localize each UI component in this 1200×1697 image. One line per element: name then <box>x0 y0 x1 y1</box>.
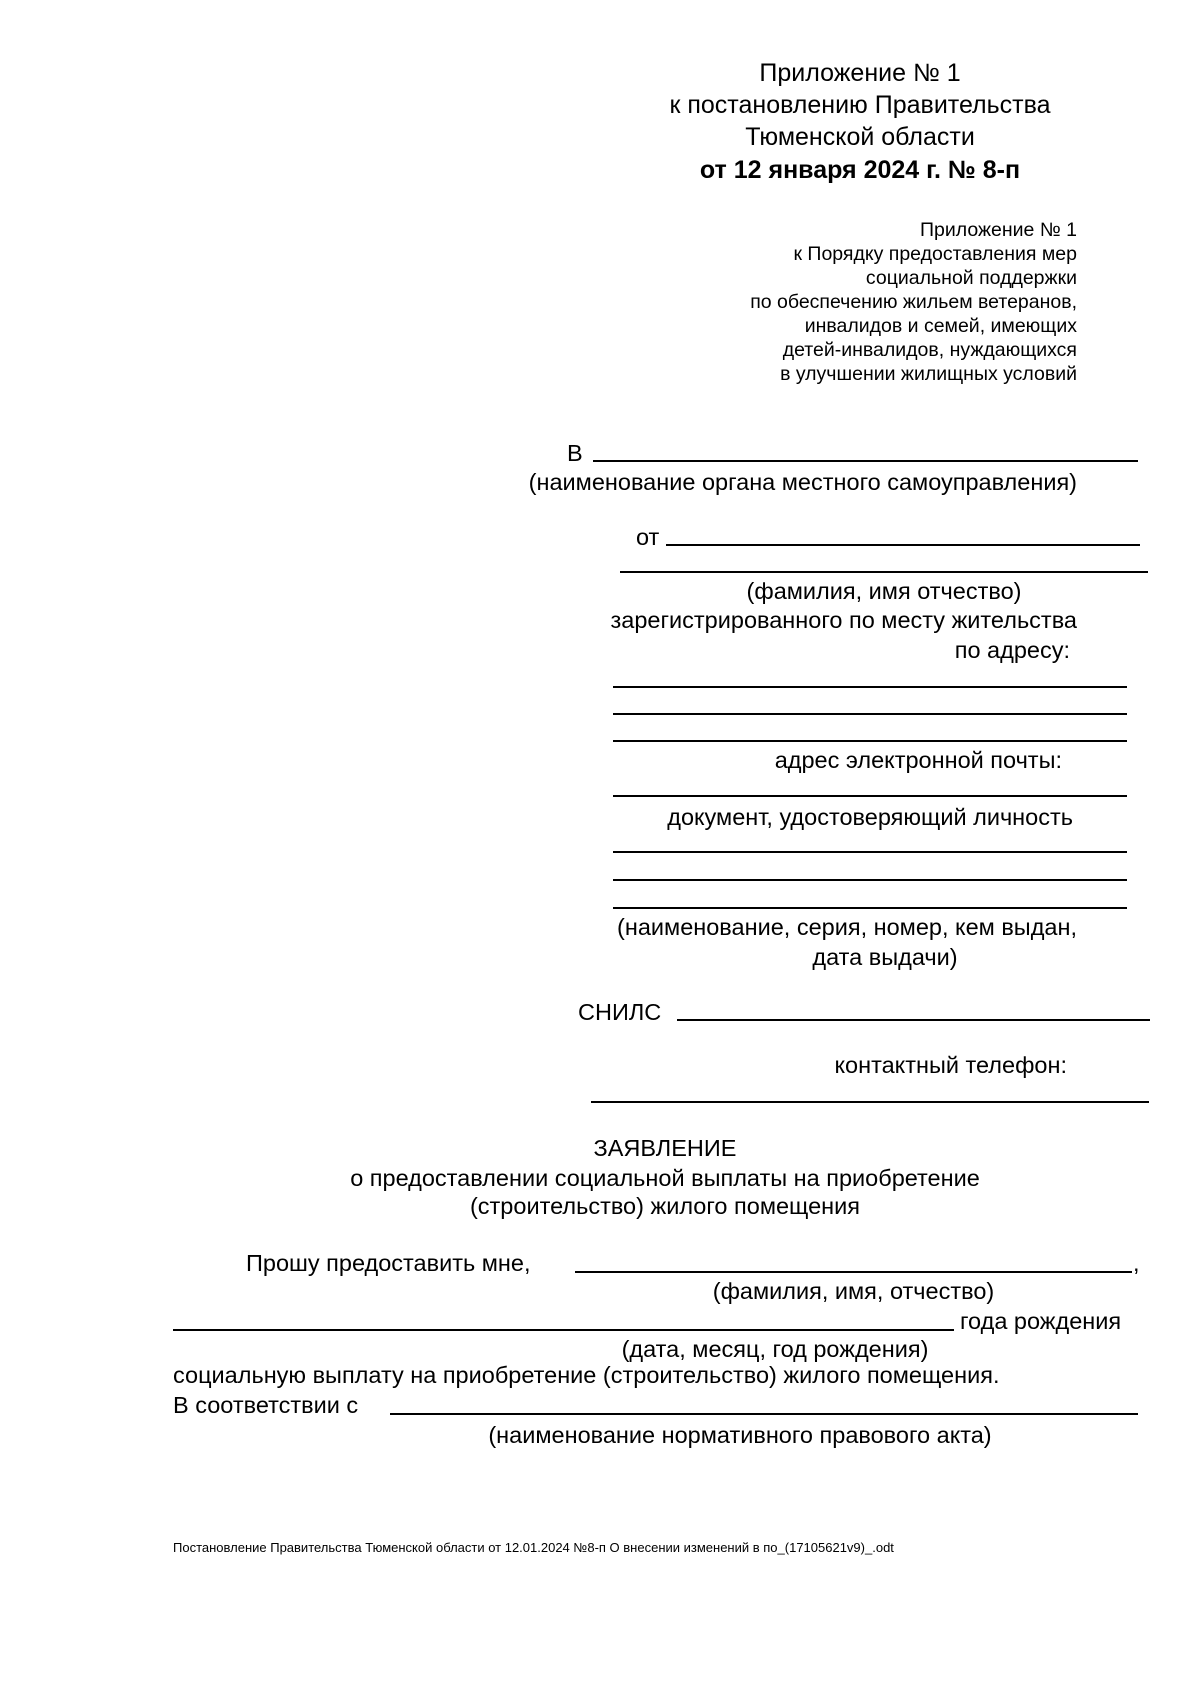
from-prefix: от <box>636 524 660 550</box>
header2-line7: в улучшении жилищных условий <box>780 363 1077 385</box>
act-line <box>390 1413 1138 1415</box>
header2-line6: детей-инвалидов, нуждающихся <box>782 339 1077 361</box>
id-doc-line-2 <box>613 879 1127 881</box>
registered-line1: зарегистрированного по месту жительства <box>610 607 1077 633</box>
statement-subtitle-1: о предоставлении социальной выплаты на приобретение <box>350 1165 980 1191</box>
to-caption: (наименование органа местного самоуправления) <box>528 469 1077 495</box>
header2-line5: инвалидов и семей, имеющих <box>804 315 1077 337</box>
payment-text: социальную выплату на приобретение (строительство) жилого помещения. <box>173 1362 1000 1388</box>
id-doc-caption-1: (наименование, серия, номер, кем выдан, <box>617 914 1077 940</box>
header1-line1: Приложение № 1 <box>759 59 961 87</box>
email-line <box>613 795 1127 797</box>
from-blank-line-2 <box>620 571 1148 573</box>
fio-caption: (фамилия, имя, отчество) <box>712 1278 995 1304</box>
from-blank-line-1 <box>666 544 1140 546</box>
header1-line3: Тюменской области <box>745 123 975 151</box>
to-blank-line <box>593 460 1138 462</box>
phone-line <box>591 1101 1149 1103</box>
footer-text: Постановление Правительства Тюменской области от 12.01.2024 №8-п О внесении изменений в по_(17105621v9)_.odt <box>173 1540 894 1555</box>
registered-line2: по адресу: <box>954 637 1070 663</box>
id-doc-caption-2: дата выдачи) <box>812 944 958 970</box>
birth-date-line <box>173 1329 954 1331</box>
header1-line4: от 12 января 2024 г. № 8-п <box>699 156 1021 184</box>
statement-title: ЗАЯВЛЕНИЕ <box>593 1135 737 1161</box>
birth-caption: (дата, месяц, год рождения) <box>621 1336 929 1362</box>
id-doc-label: документ, удостоверяющий личность <box>667 804 1073 830</box>
from-caption: (фамилия, имя отчество) <box>746 578 1022 604</box>
header2-line1: Приложение № 1 <box>920 219 1077 241</box>
fio-line <box>575 1271 1132 1273</box>
header2-line3: социальной поддержки <box>865 267 1077 289</box>
email-label: адрес электронной почты: <box>774 747 1062 773</box>
header2-line4: по обеспечению жильем ветеранов, <box>750 291 1077 313</box>
id-doc-line-3 <box>613 907 1127 909</box>
snils-label: СНИЛС <box>578 999 662 1025</box>
address-line-1 <box>613 686 1127 688</box>
id-doc-line-1 <box>613 851 1127 853</box>
request-prefix: Прошу предоставить мне, <box>246 1250 531 1276</box>
snils-line <box>677 1019 1150 1021</box>
phone-label: контактный телефон: <box>834 1052 1067 1078</box>
address-line-2 <box>613 713 1127 715</box>
birth-suffix: года рождения <box>960 1308 1122 1334</box>
header1-line2: к постановлению Правительства <box>669 91 1051 119</box>
to-prefix: В <box>567 440 583 466</box>
act-caption: (наименование нормативного правового акта) <box>488 1422 992 1448</box>
request-comma: , <box>1133 1250 1140 1276</box>
header2-line2: к Порядку предоставления мер <box>793 243 1077 265</box>
accordance-prefix: В соответствии с <box>173 1392 359 1418</box>
statement-subtitle-2: (строительство) жилого помещения <box>469 1193 861 1219</box>
address-line-3 <box>613 740 1127 742</box>
